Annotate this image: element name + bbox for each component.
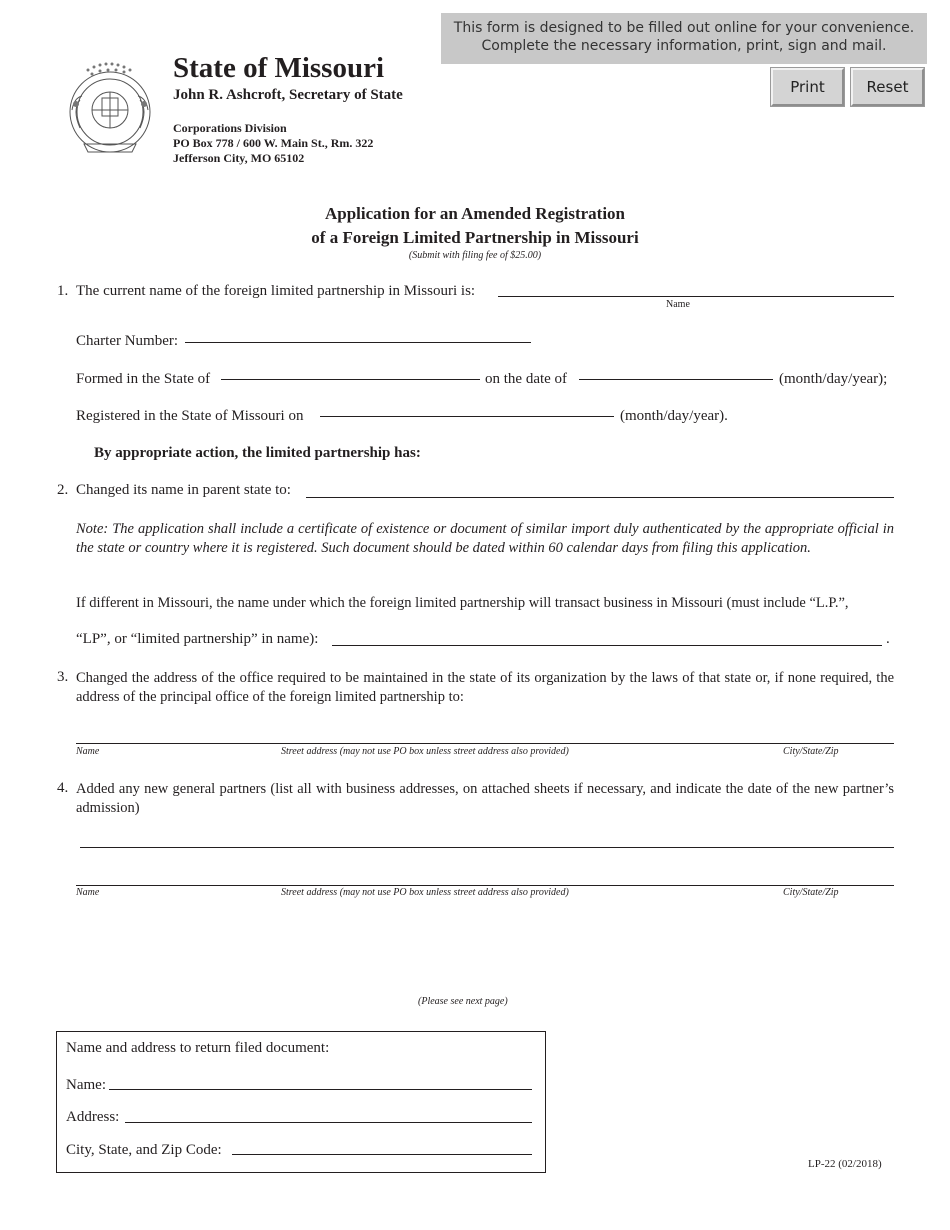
name-caption: Name (666, 299, 690, 310)
current-name-field[interactable] (498, 296, 894, 297)
item-1-number: 1. (57, 283, 69, 299)
online-form-banner (441, 13, 927, 64)
secretary-of-state: John R. Ashcroft, Secretary of State (173, 87, 403, 103)
parent-state-name-field[interactable] (306, 497, 894, 498)
registered-date-label: Registered in the State of Missouri on (76, 408, 304, 424)
form-title-line-1: Application for an Amended Registration (324, 204, 626, 223)
registered-date-field[interactable] (320, 416, 614, 417)
form-id: LP-22 (02/2018) (808, 1158, 882, 1170)
missouri-name-field[interactable] (332, 645, 882, 646)
address-caption-name: Name (76, 746, 100, 757)
office-address-field[interactable] (76, 743, 894, 744)
reset-button[interactable]: Reset (851, 68, 924, 106)
missouri-state-seal-icon (58, 60, 162, 164)
filing-fee-note: (Submit with filing fee of $25.00) (408, 250, 542, 261)
missouri-name-instruction: If different in Missouri, the name under which the foreign limited partnership will transact business in Missouri (must include “L.P.”, (76, 595, 849, 611)
formed-state-label: Formed in the State of (76, 371, 211, 387)
item-4-label: Added any new general partners (list all with business addresses, on attached sheets if necessary, and indicate the date of the new partner’s admission) (76, 781, 894, 816)
note-prefix: Note: (76, 521, 109, 537)
charter-number-label: Charter Number: (76, 333, 179, 349)
print-button[interactable]: Print (771, 68, 844, 106)
charter-number-field[interactable] (185, 342, 531, 343)
item-3-label: Changed the address of the office required to be maintained in the state of its organization by the laws of that state or, if none required, the address of the principal office of the foreign limited partnership to: (76, 670, 894, 705)
formation-date-format: (month/day/year); (779, 371, 888, 387)
division-name: Corporations Division (173, 121, 287, 135)
state-title: State of Missouri (173, 52, 385, 84)
partner-caption-city: City/State/Zip (783, 887, 839, 898)
note-text: The application shall include a certificate of existence or document of similar import duly authenticated by the appropriate official in the state or country where it is registered. Such document should be dated within 60 calendar days from filing this application. (76, 521, 894, 556)
item-4-number: 4. (57, 780, 69, 796)
item-2-label: Changed its name in parent state to: (76, 482, 291, 498)
return-box-heading: Name and address to return filed document: (66, 1040, 330, 1056)
formation-date-label: on the date of (485, 371, 568, 387)
address-caption-city: City/State/Zip (783, 746, 839, 757)
address-caption-street: Street address (may not use PO box unless street address also provided) (281, 746, 569, 757)
return-name-label: Name: (66, 1077, 106, 1093)
partner-caption-street: Street address (may not use PO box unless street address also provided) (281, 887, 569, 898)
item-2-number: 2. (57, 482, 69, 498)
return-city-field[interactable] (232, 1154, 532, 1155)
formation-date-field[interactable] (579, 379, 773, 380)
mailing-address: PO Box 778 / 600 W. Main St., Rm. 322 (173, 136, 374, 150)
city-state-zip: Jefferson City, MO 65102 (173, 151, 305, 165)
formed-state-field[interactable] (221, 379, 480, 380)
missouri-name-period: . (886, 631, 890, 647)
item-1-label: The current name of the foreign limited partnership in Missouri is: (76, 283, 476, 299)
next-page-note: (Please see next page) (418, 996, 508, 1007)
item-3-number: 3. (57, 669, 69, 685)
return-name-field[interactable] (109, 1089, 532, 1090)
return-address-label: Address: (66, 1109, 120, 1125)
certificate-note (76, 520, 894, 557)
return-address-field[interactable] (125, 1122, 532, 1123)
missouri-name-label: “LP”, or “limited partnership” in name): (76, 631, 319, 647)
return-city-label: City, State, and Zip Code: (66, 1142, 222, 1158)
banner-line-1: This form is designed to be filled out online for your convenience. (453, 20, 915, 36)
new-partner-field-1[interactable] (80, 847, 894, 848)
registered-date-format: (month/day/year). (620, 408, 728, 424)
action-heading: By appropriate action, the limited partnership has: (94, 445, 421, 461)
return-address-box (56, 1031, 546, 1173)
banner-line-2: Complete the necessary information, print, sign and mail. (481, 38, 887, 54)
partner-caption-name: Name (76, 887, 100, 898)
new-partner-field-2[interactable] (76, 885, 894, 886)
form-title-line-2: of a Foreign Limited Partnership in Missouri (311, 228, 639, 247)
